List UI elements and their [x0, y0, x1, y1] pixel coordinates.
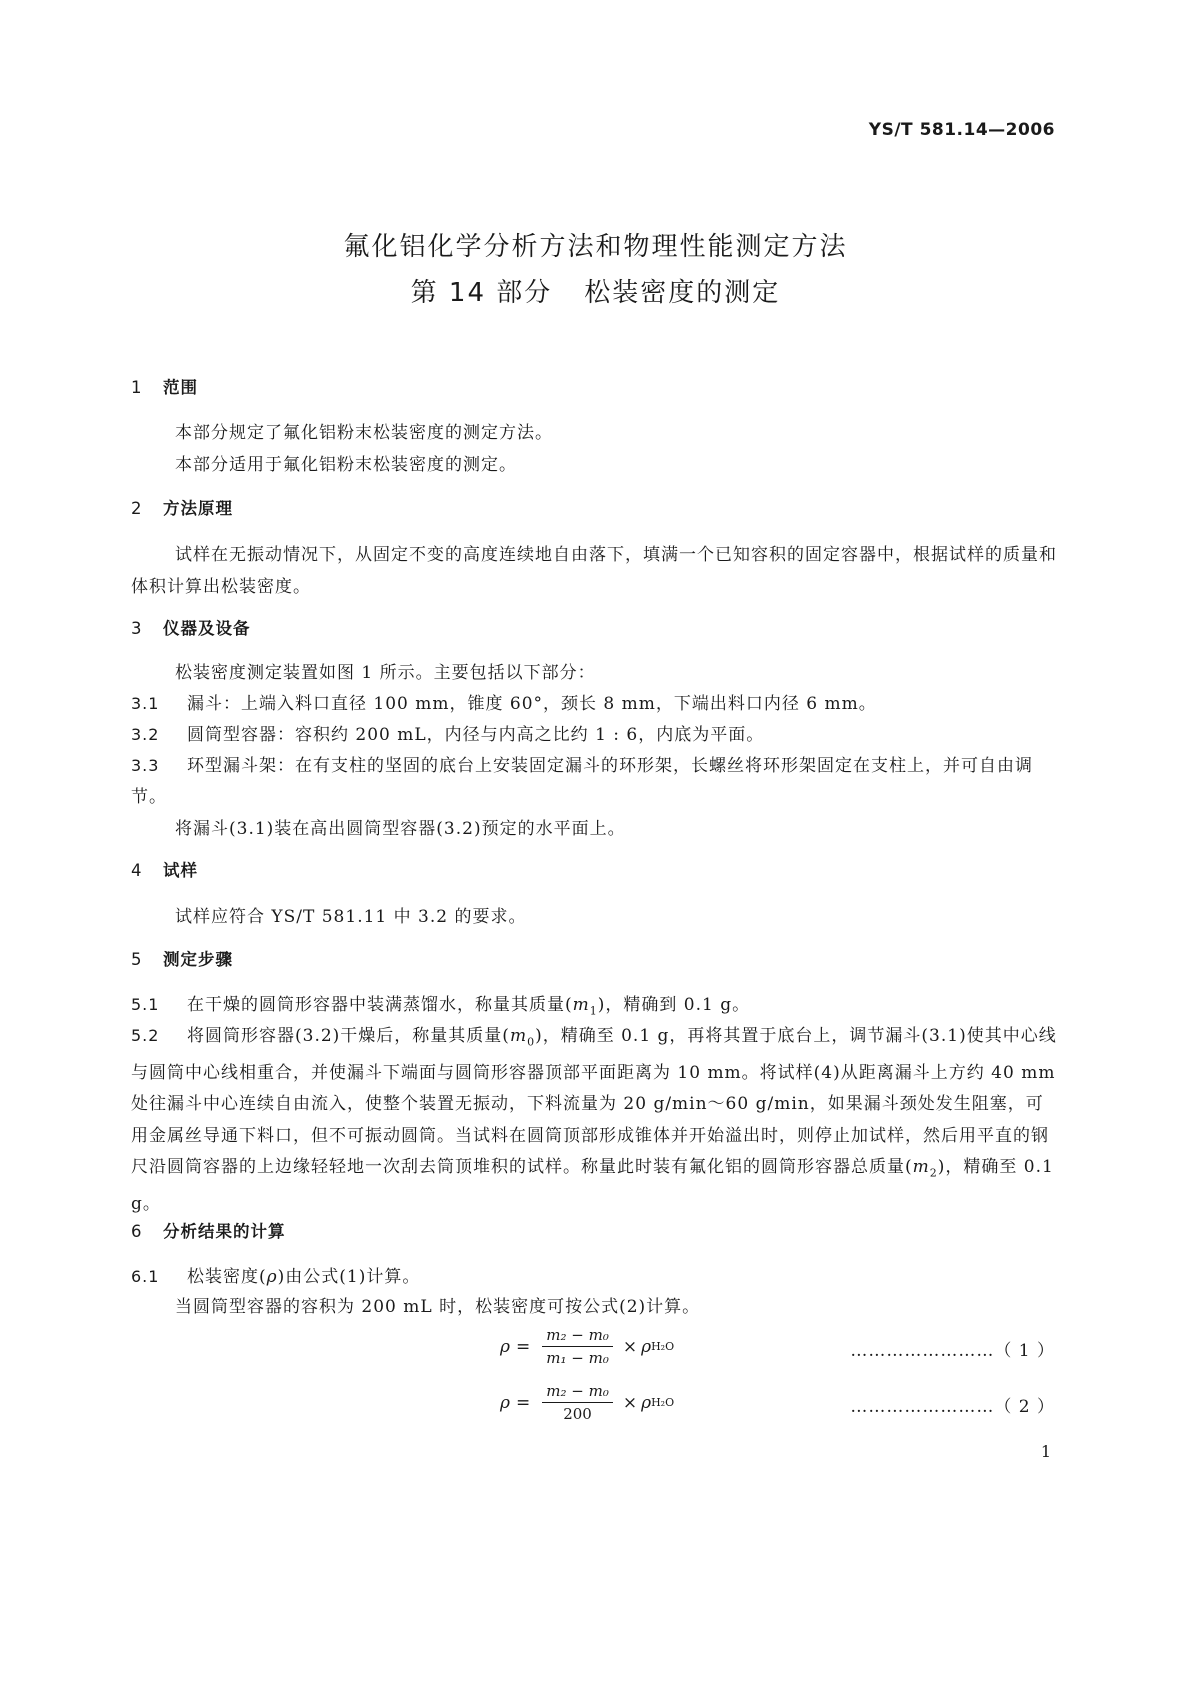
rho-symbol: ρ	[641, 1336, 652, 1357]
section-4-para-1: 试样应符合 YS/T 581.11 中 3.2 的要求。	[175, 907, 527, 927]
section-1-para-2: 本部分适用于氟化铝粉末松装密度的测定。	[175, 455, 517, 475]
formula-2	[500, 1382, 674, 1423]
part-subject: 松装密度的测定	[584, 278, 781, 308]
subscript: 2	[929, 1166, 938, 1180]
section-title: 方法原理	[163, 499, 233, 518]
section-3-para-2: 将漏斗(3.1)装在高出圆筒型容器(3.2)预定的水平面上。	[175, 819, 626, 839]
clause-number: 3.1	[131, 694, 160, 713]
clause-number: 3.3	[131, 756, 160, 775]
numerator: m₂ − m₀	[542, 1382, 613, 1403]
section-3-para-1: 松装密度测定装置如图 1 所示。主要包括以下部分：	[175, 663, 596, 683]
subscript: 0	[527, 1035, 536, 1049]
clause-number: 6.1	[131, 1267, 160, 1286]
clause-text: )，精确到 0.1 g。	[597, 995, 751, 1015]
variable: m	[572, 995, 590, 1015]
rho-subscript: H₂O	[651, 1340, 675, 1353]
times-sign: ×	[622, 1392, 638, 1413]
formula-lhs: ρ	[500, 1336, 510, 1357]
section-5-heading	[131, 946, 233, 970]
clause-number: 5.2	[131, 1026, 160, 1045]
standard-number: YS/T 581.14—2006	[868, 120, 1055, 140]
clause-text: )由公式(1)计算。	[277, 1267, 421, 1287]
section-2-heading	[131, 495, 233, 519]
section-1-heading	[131, 374, 198, 398]
clause-3-3	[131, 750, 1061, 813]
document-subtitle	[0, 272, 1191, 309]
equation-number-2: ……………………（ 2 ）	[850, 1397, 1055, 1417]
clause-number: 5.1	[131, 995, 160, 1014]
section-4-heading	[131, 857, 198, 881]
document-title: 氟化铝化学分析方法和物理性能测定方法	[343, 232, 848, 262]
clause-text: )，精确至 0.1 g。	[131, 1157, 1054, 1215]
equals-sign: =	[516, 1336, 531, 1357]
section-title: 范围	[163, 378, 198, 397]
subscript: 1	[589, 1004, 598, 1018]
clause-text: 松装密度(	[187, 1267, 267, 1287]
clause-text: )，精确至 0.1 g，再将其置于底台上，调节漏斗(3.1)使其中心线与圆筒中心线相重合，并使漏斗下端面与圆筒形容器顶部平面距离为 10 mm。将试样(4)从距离漏斗上方约 40 mm 处往漏斗中心连续自由流入，使整个装置无振动，下料流量为 20 g/min～60 g/min，如果漏斗颈处发生阻塞，可用金属丝导通下料口，但不可振动圆筒。当试料在圆筒顶部形成锥体并开始溢出时，则停止加试样，然后用平直的钢尺沿圆筒容器的上边缘轻轻地一次刮去筒顶堆积的试样。称量此时装有氟化铝的圆筒形容器总质量(	[131, 1026, 1057, 1178]
clause-3-1	[131, 689, 877, 714]
section-1-para-1: 本部分规定了氟化铝粉末松装密度的测定方法。	[175, 423, 553, 443]
formula-lhs: ρ	[500, 1392, 510, 1413]
section-3-heading	[131, 615, 251, 639]
formula-1	[500, 1326, 674, 1367]
clause-text: 在干燥的圆筒形容器中装满蒸馏水，称量其质量(	[187, 995, 573, 1015]
clause-text: 漏斗：上端入料口直径 100 mm，锥度 60°，颈长 8 mm，下端出料口内径 6 mm。	[187, 694, 877, 714]
fraction	[542, 1382, 613, 1423]
section-title: 测定步骤	[163, 950, 233, 969]
section-number: 2	[131, 499, 143, 518]
clause-3-2	[131, 720, 764, 745]
clause-6-1	[131, 1262, 420, 1287]
section-title: 仪器及设备	[163, 619, 251, 638]
rho-symbol: ρ	[641, 1392, 652, 1413]
section-title: 分析结果的计算	[163, 1222, 286, 1241]
equals-sign: =	[516, 1392, 531, 1413]
section-6-para-1: 当圆筒型容器的容积为 200 mL 时，松装密度可按公式(2)计算。	[175, 1297, 701, 1317]
denominator: m₁ − m₀	[546, 1349, 609, 1367]
variable: m	[912, 1157, 930, 1178]
fraction	[542, 1326, 613, 1367]
section-6-heading	[131, 1218, 286, 1242]
clause-text: 将圆筒形容器(3.2)干燥后，称量其质量(	[187, 1026, 510, 1046]
times-sign: ×	[622, 1336, 638, 1357]
section-number: 1	[131, 378, 143, 397]
denominator: 200	[563, 1405, 592, 1423]
section-title: 试样	[163, 861, 198, 880]
clause-5-1	[131, 990, 750, 1017]
section-number: 4	[131, 861, 143, 880]
clause-text: 圆筒型容器：容积约 200 mL，内径与内高之比约 1 : 6，内底为平面。	[187, 725, 765, 745]
section-2-para-1: 试样在无振动情况下，从固定不变的高度连续地自由落下，填满一个已知容积的固定容器中，根据试样的质量和体积计算出松装密度。	[131, 545, 1057, 597]
part-label: 第 14 部分	[410, 278, 553, 308]
section-number: 6	[131, 1222, 143, 1241]
equation-number-1: ……………………（ 1 ）	[850, 1341, 1055, 1361]
clause-5-2	[131, 1020, 1061, 1221]
variable: m	[509, 1026, 528, 1046]
numerator: m₂ − m₀	[542, 1326, 613, 1347]
section-number: 5	[131, 950, 143, 969]
section-number: 3	[131, 619, 143, 638]
clause-number: 3.2	[131, 725, 160, 744]
clause-text: 环型漏斗架：在有支柱的坚固的底台上安装固定漏斗的环形架，长螺丝将环形架固定在支柱上，并可自由调节。	[131, 756, 1033, 807]
rho-subscript: H₂O	[651, 1396, 675, 1409]
page-number: 1	[1040, 1442, 1051, 1461]
variable: ρ	[266, 1267, 278, 1287]
